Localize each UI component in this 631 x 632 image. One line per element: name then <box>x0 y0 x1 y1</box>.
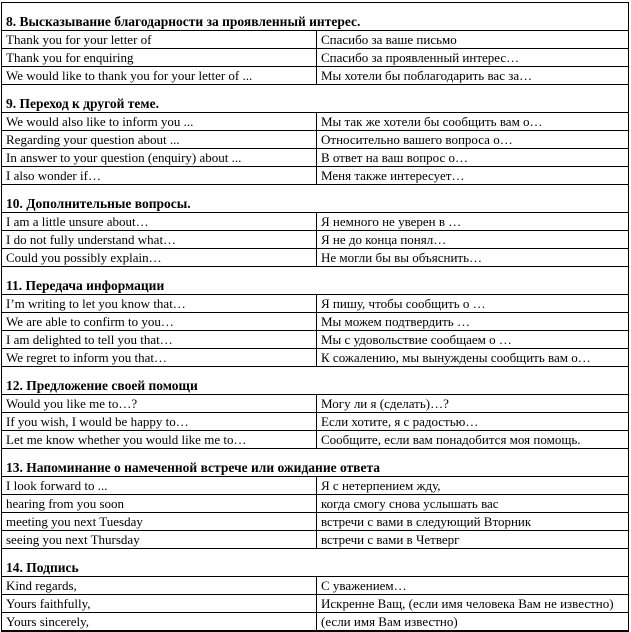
russian-translation-cell: встречи с вами в Четверг <box>321 532 460 547</box>
russian-translation-cell: Спасибо за проявленный интерес… <box>321 50 520 65</box>
english-phrase-cell: Would you like me to…? <box>2 395 317 412</box>
english-phrase-cell: If you wish, I would be happy to… <box>2 413 317 430</box>
table-row <box>2 495 628 513</box>
english-phrase-cell: Could you possibly explain… <box>2 249 317 266</box>
russian-translation-cell: Я пишу, чтобы сообщить о … <box>321 296 486 311</box>
english-phrase-cell: Thank you for your letter of <box>2 31 317 48</box>
russian-translation-cell: Меня также интересует… <box>321 168 465 183</box>
english-phrase-cell: We are able to confirm to you… <box>2 313 317 330</box>
table-row <box>2 249 628 267</box>
phrase-section <box>2 367 628 449</box>
table-row <box>2 477 628 495</box>
russian-translation-cell: Не могли бы вы объяснить… <box>321 250 483 265</box>
russian-translation-cell: Мы с удовольствие сообщаем о … <box>321 332 512 347</box>
table-row <box>2 613 628 630</box>
table-row <box>2 67 628 85</box>
table-row <box>2 577 628 595</box>
table-row <box>2 31 628 49</box>
section-spacer <box>2 267 628 277</box>
russian-translation-cell: Мы хотели бы поблагодарить вас за… <box>321 68 533 83</box>
russian-translation-cell: Я с нетерпением жду, <box>321 478 441 493</box>
section-header: 10. Дополнительные вопросы. <box>2 195 628 213</box>
table-row <box>2 413 628 431</box>
section-header: 9. Переход к другой теме. <box>2 95 628 113</box>
table-row <box>2 349 628 367</box>
table-row <box>2 49 628 67</box>
phrase-section <box>2 267 628 367</box>
phrase-section <box>2 185 628 267</box>
phrase-section <box>2 85 628 185</box>
russian-translation-cell: Могу ли я (сделать)…? <box>321 396 449 411</box>
section-header: 11. Передача информации <box>2 277 628 295</box>
russian-translation-cell: Мы можем подтвердить … <box>321 314 470 329</box>
section-header: 13. Напоминание о намеченной встрече или ожидание ответа <box>2 459 628 477</box>
russian-translation-cell: Искренне Ващ, (если имя человека Вам не известно) <box>321 596 614 611</box>
english-phrase-cell: I am a little unsure about… <box>2 213 317 230</box>
russian-translation-cell: встречи с вами в следующий Вторник <box>321 514 532 529</box>
russian-translation-cell: Мы так же хотели бы сообщить вам о… <box>321 114 543 129</box>
section-header: 12. Предложение своей помощи <box>2 377 628 395</box>
russian-translation-cell: Сообщите, если вам понадобится моя помощь. <box>321 432 581 447</box>
table-row <box>2 213 628 231</box>
russian-translation-cell: Если хотите, я с радостью… <box>321 414 479 429</box>
table-row <box>2 331 628 349</box>
phrase-section <box>2 449 628 549</box>
russian-translation-cell: К сожалению, мы вынуждены сообщить вам о… <box>321 350 591 365</box>
table-row <box>2 167 628 185</box>
table-row <box>2 513 628 531</box>
section-header: 14. Подпись <box>2 559 628 577</box>
table-row <box>2 395 628 413</box>
english-phrase-cell: Yours faithfully, <box>2 595 317 612</box>
phrases-translation-table <box>1 2 629 632</box>
english-phrase-cell: I look forward to ... <box>2 477 317 494</box>
english-phrase-cell: I’m writing to let you know that… <box>2 295 317 312</box>
english-phrase-cell: Thank you for enquiring <box>2 49 317 66</box>
table-row <box>2 295 628 313</box>
russian-translation-cell: когда смогу снова услышать вас <box>321 496 499 511</box>
phrase-section <box>2 3 628 85</box>
english-phrase-cell: I am delighted to tell you that… <box>2 331 317 348</box>
english-phrase-cell: We regret to inform you that… <box>2 349 317 366</box>
russian-translation-cell: В ответ на ваш вопрос о… <box>321 150 469 165</box>
english-phrase-cell: meeting you next Tuesday <box>2 513 317 530</box>
table-row <box>2 313 628 331</box>
russian-translation-cell: Относительно вашего вопроса о… <box>321 132 513 147</box>
english-phrase-cell: Yours sincerely, <box>2 613 317 630</box>
table-row <box>2 113 628 131</box>
section-spacer <box>2 3 628 13</box>
table-row <box>2 531 628 549</box>
section-spacer <box>2 85 628 95</box>
section-header: 8. Высказывание благодарности за проявленный интерес. <box>2 13 628 31</box>
section-spacer <box>2 185 628 195</box>
english-phrase-cell: I also wonder if… <box>2 167 317 184</box>
russian-translation-cell: С уважением… <box>321 578 407 593</box>
english-phrase-cell: We would like to thank you for your letter of ... <box>2 67 317 84</box>
english-phrase-cell: I do not fully understand what… <box>2 231 317 248</box>
english-phrase-cell: seeing you next Thursday <box>2 531 317 548</box>
russian-translation-cell: Спасибо за ваше письмо <box>321 32 457 47</box>
phrase-section <box>2 549 628 630</box>
russian-translation-cell: Я не до конца понял… <box>321 232 447 247</box>
table-row <box>2 149 628 167</box>
section-spacer <box>2 449 628 459</box>
table-row <box>2 231 628 249</box>
section-spacer <box>2 367 628 377</box>
section-spacer <box>2 549 628 559</box>
english-phrase-cell: In answer to your question (enquiry) about ... <box>2 149 317 166</box>
table-row <box>2 431 628 449</box>
table-row <box>2 595 628 613</box>
russian-translation-cell: (если имя Вам известно) <box>321 614 458 629</box>
english-phrase-cell: We would also like to inform you ... <box>2 113 317 130</box>
english-phrase-cell: Kind regards, <box>2 577 317 594</box>
english-phrase-cell: Regarding your question about ... <box>2 131 317 148</box>
english-phrase-cell: hearing from you soon <box>2 495 317 512</box>
table-row <box>2 131 628 149</box>
english-phrase-cell: Let me know whether you would like me to… <box>2 431 317 448</box>
russian-translation-cell: Я немного не уверен в … <box>321 214 462 229</box>
